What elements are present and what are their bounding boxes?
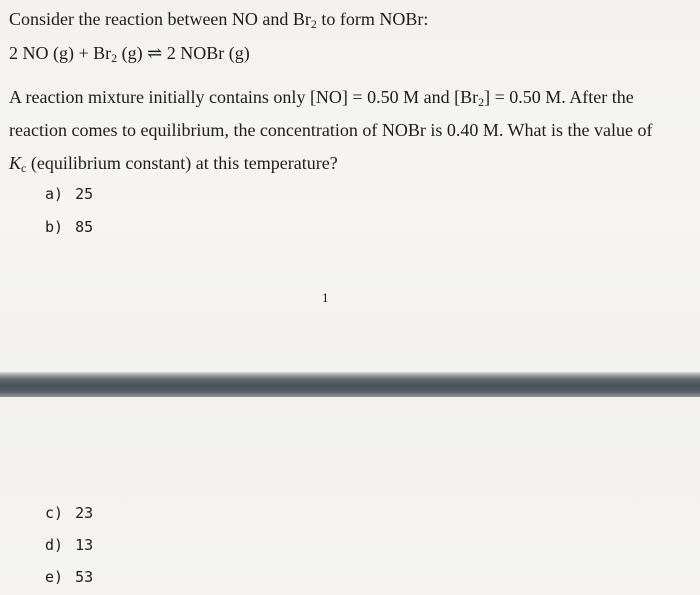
- question-text-line-3: $K_c$ (equilibrium constant) at this temperature?: [9, 153, 338, 175]
- option-letter: b): [45, 218, 64, 236]
- page-divider-bar: [0, 372, 700, 397]
- option-a[interactable]: [45, 184, 93, 204]
- question-text-line-1: A reaction mixture initially contains only [NO] = 0.50 M and $[Br_2] = 0.50$ M. After the: [9, 87, 634, 109]
- option-letter: a): [45, 185, 64, 203]
- option-e[interactable]: [45, 567, 93, 587]
- option-value: 23: [75, 504, 94, 522]
- option-letter: c): [45, 504, 64, 522]
- question-text-line-2: reaction comes to equilibrium, the concentration of NOBr is 0.40 M. What is the value of: [9, 120, 653, 140]
- option-value: 13: [75, 536, 94, 554]
- option-value: 25: [75, 185, 94, 203]
- page-lower: [0, 397, 700, 595]
- page-number: 1: [322, 290, 329, 305]
- equilibrium-arrow-icon: ⇌: [147, 43, 163, 63]
- option-letter: e): [45, 568, 64, 586]
- option-value: 53: [75, 568, 94, 586]
- option-value: 85: [75, 218, 94, 236]
- question-intro: Consider the reaction between NO and $Br_2$ to form NOBr:: [9, 9, 429, 31]
- option-c[interactable]: [45, 503, 93, 523]
- option-letter: d): [45, 536, 64, 554]
- reaction-equation: 2 NO $(g) + Br_2$ (g) ⇌ 2 NOBr (g): [9, 43, 250, 65]
- option-b[interactable]: [45, 217, 93, 237]
- option-d[interactable]: [45, 535, 93, 555]
